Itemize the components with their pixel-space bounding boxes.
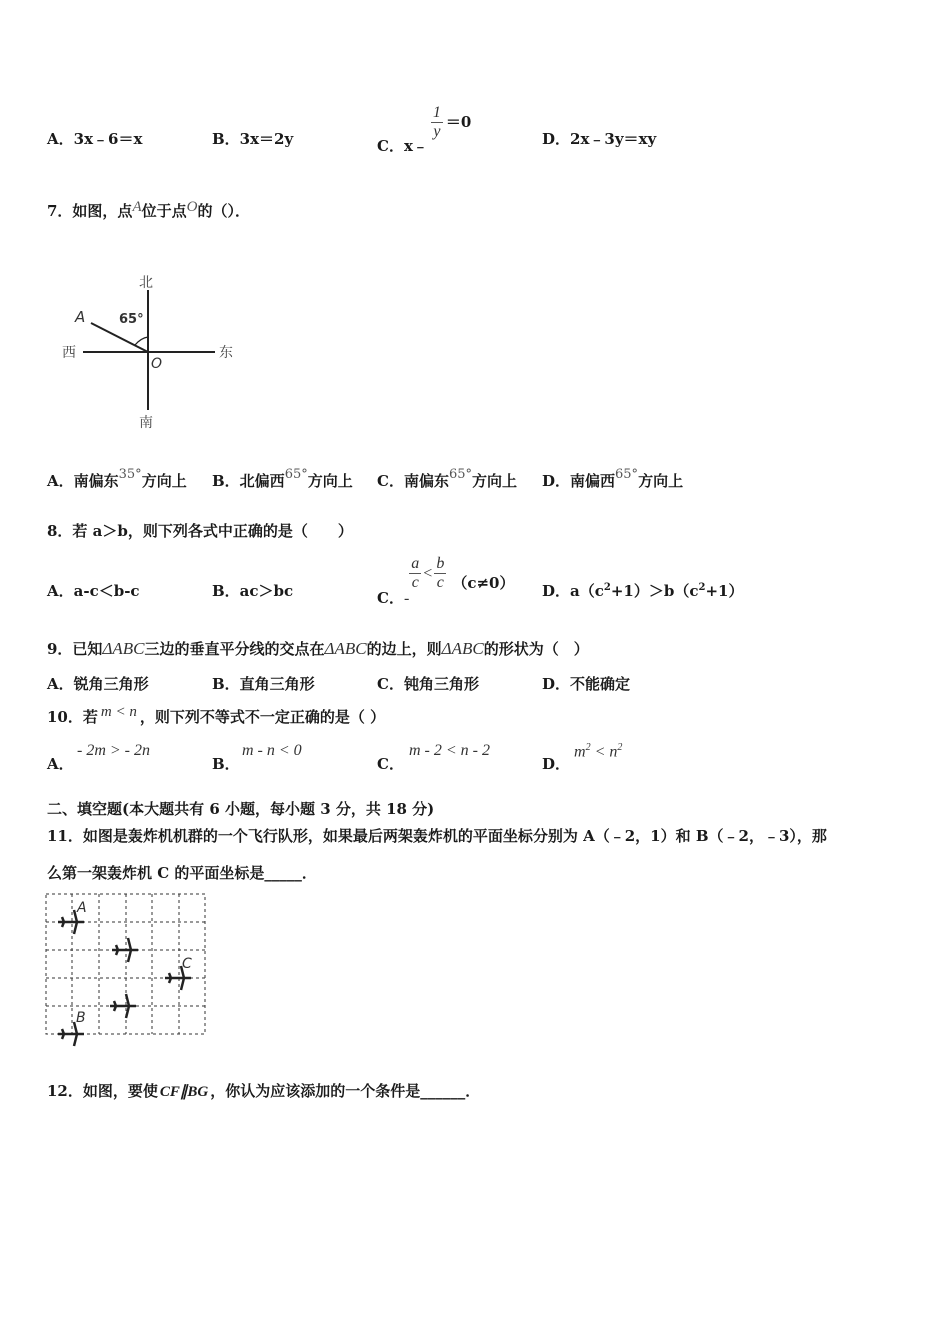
q7-option-b [212,467,353,491]
plane-c-label: C [182,956,192,972]
fraction-numerator: 1 [432,104,441,121]
option-degree: 65° [615,467,639,482]
q9-stem-text: 9．已知 [47,640,103,658]
q10-option-b-label: B． [212,755,240,773]
q8-option-d [542,580,743,601]
q7-option-a [47,467,187,491]
q7-option-c [377,467,518,491]
q9-option-d: D．不能确定 [542,675,631,693]
option-label: C． [377,588,404,607]
fraction-a-over-c [409,555,421,592]
q9-stem [47,638,589,659]
q8-option-c [377,555,515,607]
q12-stem [47,1080,480,1101]
option-text: +1） [705,582,744,600]
superscript: 2 [698,582,706,593]
q12-stem-text: 12．如图，要使 [47,1082,158,1100]
fraction-b-over-c [434,555,446,592]
plane-b-label: B [76,1010,86,1026]
option-text: D．南偏西 [542,472,616,490]
q10-option-a-label: A． [47,755,74,773]
option-degree: 35° [118,467,142,482]
west-label: 西 [62,345,76,361]
fraction-numerator: b [436,555,445,572]
q10-stem [47,706,385,727]
q6-option-a: A．3x﹣6＝x [47,130,143,148]
option-degree: 65° [284,467,308,482]
option-text: 方向上 [638,472,684,490]
q6-option-c-fraction [431,104,443,141]
q6-option-c [377,104,472,155]
less-than-sign: < [423,564,433,582]
q10-option-c-label: C． [377,755,404,773]
point-o-label: O [186,199,198,215]
section-heading: 二、填空题(本大题共有 6 小题，每小题 3 分，共 18 分) [47,800,435,818]
fraction-denominator: c [411,574,419,591]
math-text: m [574,743,586,761]
q6-option-c-label: C．x﹣ [377,136,428,155]
figure-point-o: O [151,356,163,372]
q7-stem-text: 7．如图，点 [47,202,133,220]
airplane-icon [112,938,138,962]
fraction-numerator: a [411,555,420,572]
angle-label: 65° [119,312,144,327]
east-label: 东 [219,345,233,361]
q6-option-c-tail: ＝0 [445,112,472,131]
q10-stem-text: 10．若 [47,708,98,726]
superscript: 2 [617,742,623,753]
condition-math: m < n [100,704,137,720]
q7-stem-text: 位于点 [141,202,187,220]
q10-option-b-math: m - n < 0 [242,742,302,759]
option-text: C．南偏东 [377,472,449,490]
option-text: A．南偏东 [47,472,119,490]
q9-stem-text: 三边的垂直平分线的交点在 [144,640,325,658]
option-text: 方向上 [307,472,353,490]
angle-arc [135,337,148,345]
superscript: 2 [603,582,611,593]
option-text: D．a（c [542,582,604,600]
point-a-label: A [132,199,142,215]
fraction-denominator: c [436,574,444,591]
option-text: 方向上 [141,472,187,490]
q8-option-b: B．ac＞bc [212,582,294,600]
condition-text: （c≠0） [452,573,515,592]
option-text: 方向上 [472,472,518,490]
q7-stem [47,200,250,221]
compass-figure [55,265,250,435]
fraction-denominator: y [433,123,441,140]
minus-sign: - [403,589,410,607]
figure-point-a: A [75,308,86,326]
math-text: < n [590,743,618,761]
q10-option-d-math [574,742,622,761]
q9-option-b: B．直角三角形 [212,675,315,693]
option-text: +1）＞b（c [610,582,699,600]
q9-stem-text: 的形状为（ ） [483,640,589,658]
parallel-condition: CF∥BG [159,1084,209,1100]
q10-option-d-label: D． [542,755,571,773]
q11-stem-line2: 么第一架轰炸机 C 的平面坐标是_____． [47,864,317,882]
q10-option-a-math: - 2m > - 2n [77,742,151,759]
q8-stem: 8．若 a＞b，则下列各式中正确的是（ ） [47,522,353,540]
q12-stem-text: ，你认为应该添加的一个条件是______． [210,1082,481,1100]
q8-option-a: A．a-c＜b-c [47,582,140,600]
south-label: 南 [139,415,153,431]
q7-stem-text: 的（）． [197,202,250,220]
ray-oa [91,323,148,352]
superscript: 2 [585,742,591,753]
option-degree: 65° [448,467,472,482]
triangle-symbol: ΔABC [324,639,367,658]
q9-option-c: C．钝角三角形 [377,675,479,693]
q10-stem-text: ，则下列不等式不一定正确的是（ ） [139,708,386,726]
option-text: B．北偏西 [212,472,285,490]
q11-stem-line1: 11．如图是轰炸机机群的一个飞行队形，如果最后两架轰炸机的平面坐标分别为 A（﹣2，1）和 B（﹣2，﹣3），那 [47,827,827,845]
q6-option-b: B．3x＝2y [212,130,294,148]
triangle-symbol: ΔABC [441,639,484,658]
formation-grid-figure [44,890,209,1050]
q7-option-d [542,467,684,491]
q6-option-d: D．2x﹣3y＝xy [542,130,657,148]
q10-option-c-math: m - 2 < n - 2 [409,742,491,759]
plane-a-label: A [77,900,87,916]
q9-option-a: A．锐角三角形 [47,675,149,693]
airplane-icon [110,994,136,1018]
triangle-symbol: ΔABC [102,639,145,658]
q9-stem-text: 的边上，则 [366,640,442,658]
north-label: 北 [139,275,153,291]
